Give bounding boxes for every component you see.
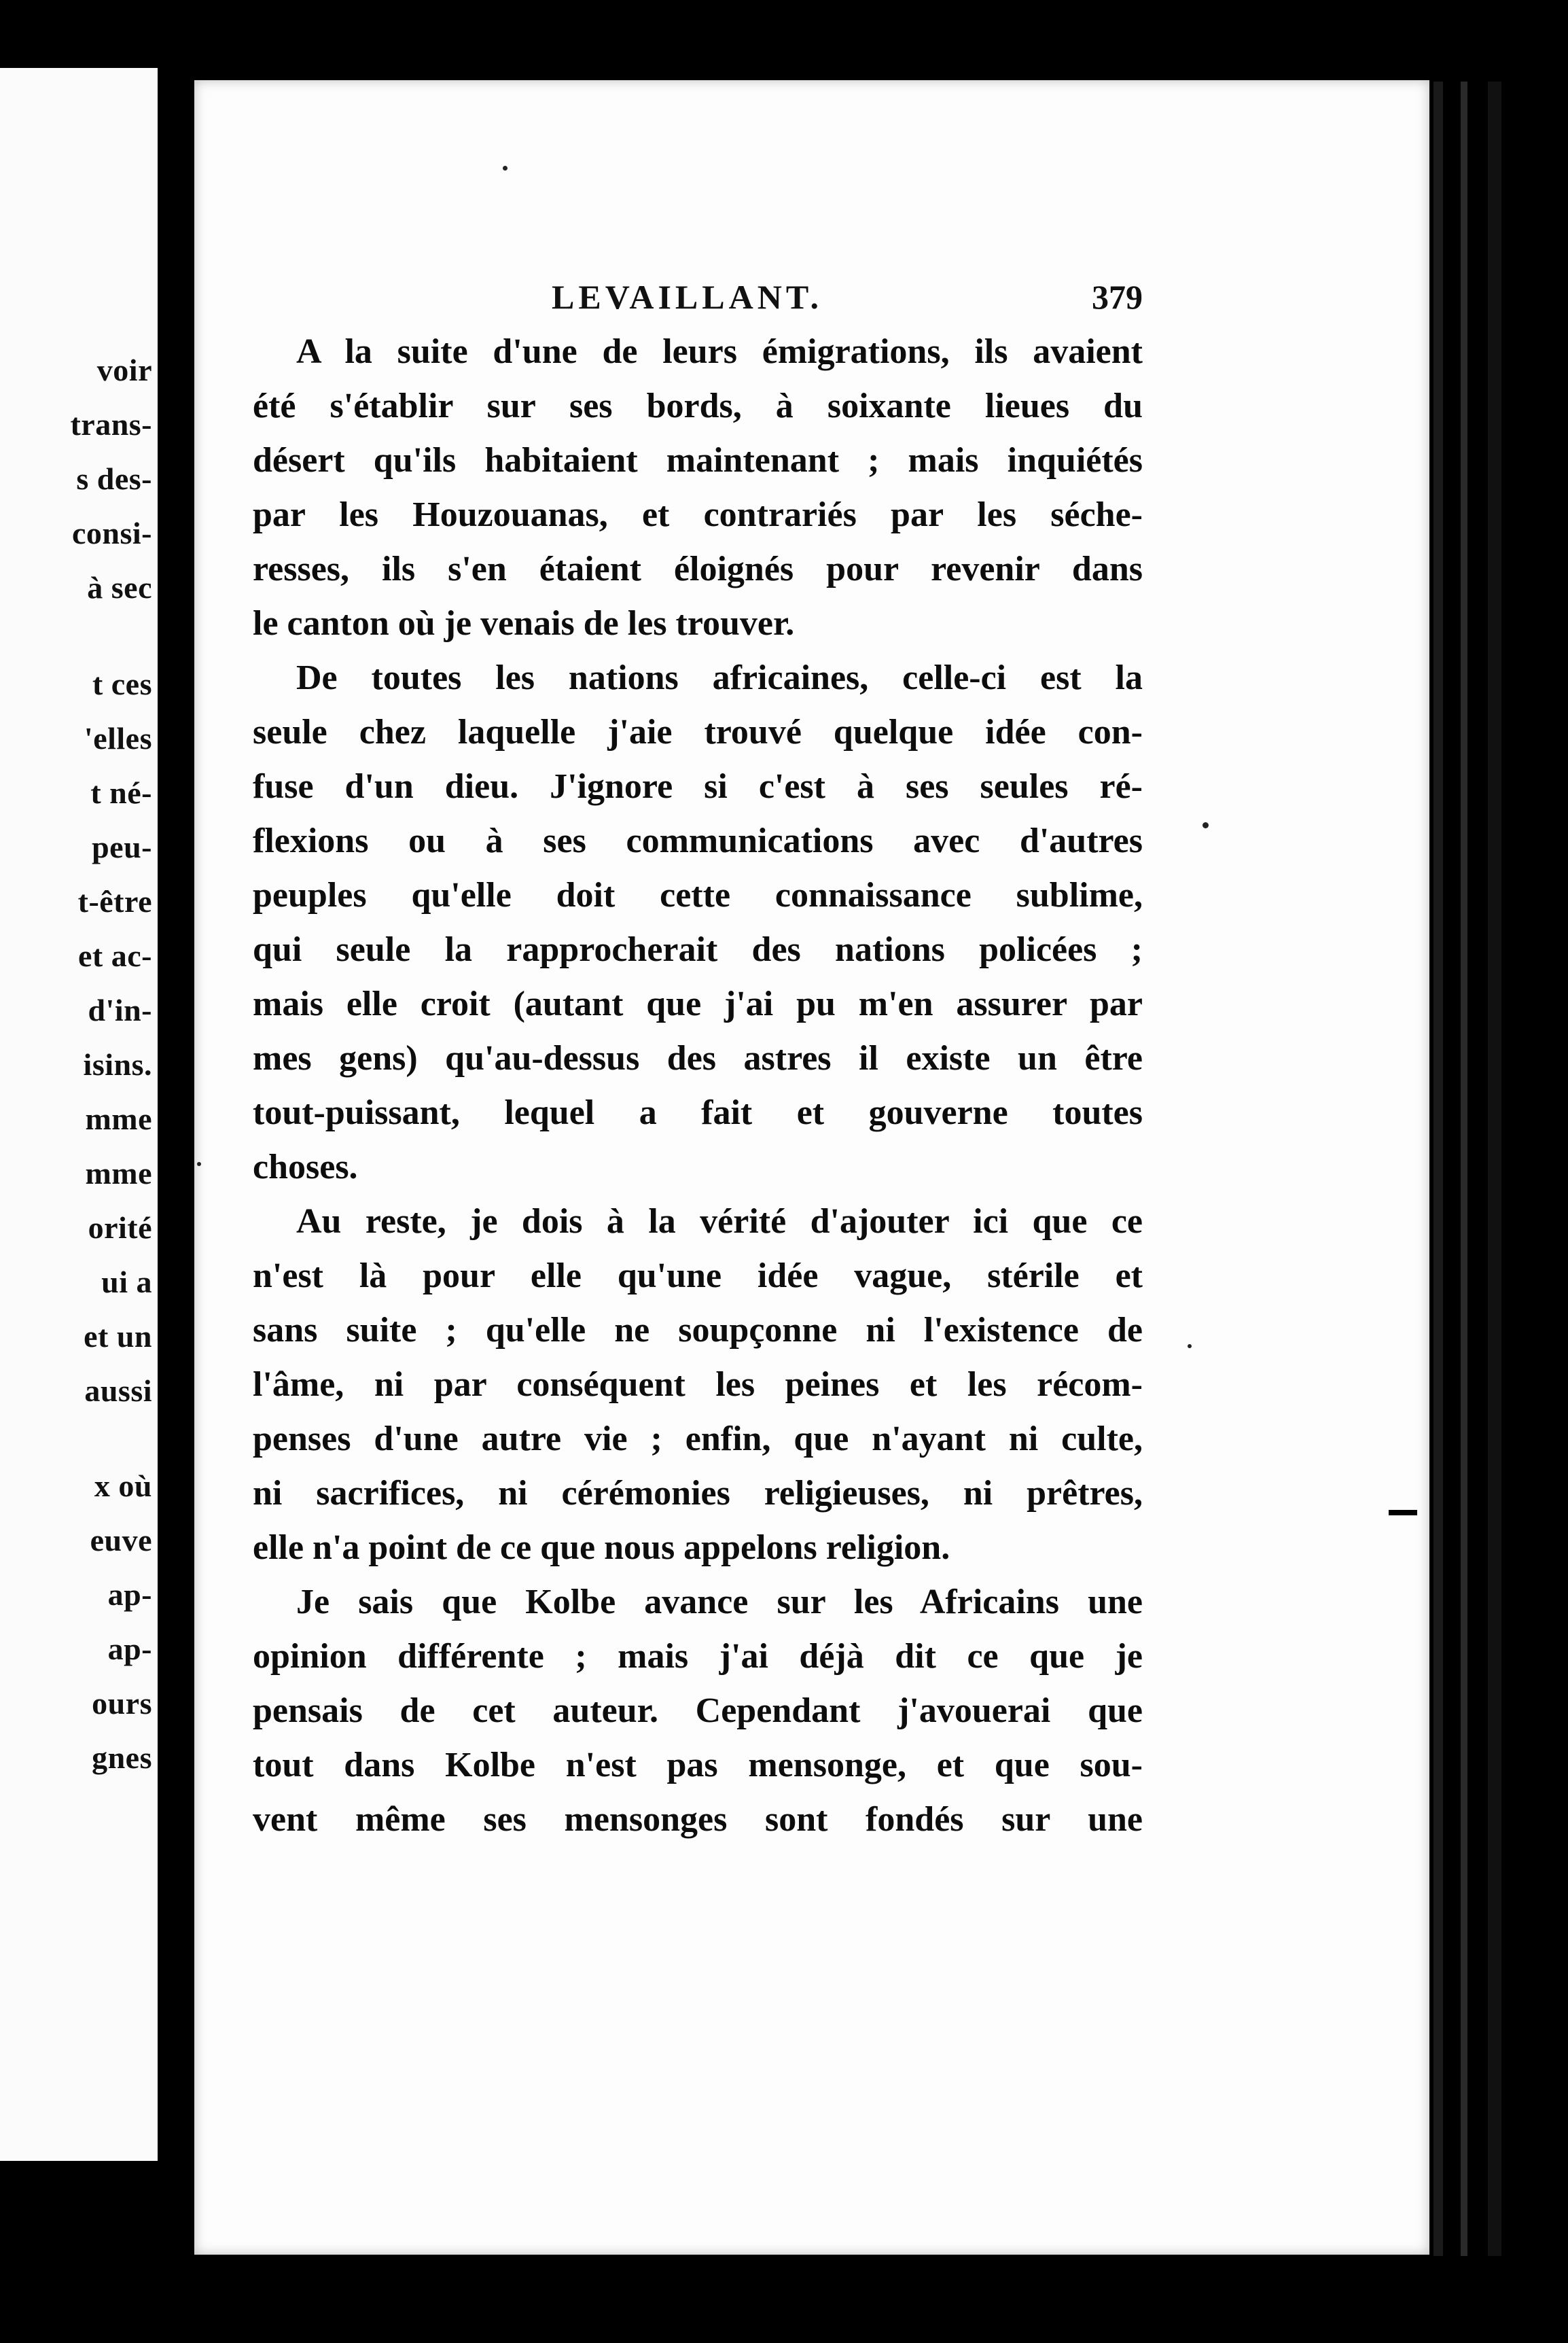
- left-page-line: mme: [85, 1102, 152, 1136]
- left-page-line: t-être: [77, 884, 152, 919]
- text-line: A la suite d'une de leurs émigrations, ils avaient: [296, 332, 1143, 371]
- text-line: vent même ses mensonges sont fondés sur une: [253, 1800, 1143, 1839]
- text-line: ni sacrifices, ni cérémonies religieuses, ni prêtres,: [253, 1474, 1143, 1513]
- left-page-line: et un: [84, 1319, 152, 1354]
- left-page-line: ours: [92, 1686, 152, 1721]
- left-page-line: aussi: [84, 1373, 152, 1408]
- text-line: l'âme, ni par conséquent les peines et les récom-: [253, 1365, 1143, 1404]
- left-page-line: consi-: [72, 516, 152, 550]
- text-line: De toutes les nations africaines, celle-ci est la: [296, 658, 1143, 697]
- text-line: le canton où je venais de les trouver.: [253, 604, 795, 643]
- scan-speck: [1202, 822, 1209, 828]
- left-page-line: peu-: [92, 830, 152, 864]
- paragraph: [253, 325, 1143, 651]
- text-line: Au reste, je dois à la vérité d'ajouter ici que ce: [296, 1202, 1143, 1241]
- page-edge-strip: [1488, 82, 1501, 2256]
- text-line: seule chez laquelle j'aie trouvé quelque idée con-: [253, 713, 1143, 752]
- scan-speck: [197, 1162, 201, 1166]
- text-line: par les Houzouanas, et contrariés par les séche-: [253, 495, 1143, 534]
- left-page-line: isins.: [83, 1047, 152, 1082]
- left-page-line: 'elles: [84, 721, 152, 756]
- text-line: fuse d'un dieu. J'ignore si c'est à ses seules ré-: [253, 767, 1143, 806]
- text-line: tout-puissant, lequel a fait et gouverne toutes: [253, 1093, 1143, 1132]
- text-line: été s'établir sur ses bords, à soixante lieues du: [253, 387, 1143, 425]
- scan-speck: [1188, 1344, 1192, 1348]
- left-page-line: trans-: [70, 407, 152, 442]
- text-line: mes gens) qu'au-dessus des astres il existe un être: [253, 1039, 1143, 1078]
- left-page-line: x où: [94, 1468, 152, 1503]
- body-text: [253, 325, 1143, 1847]
- page-edge-strip: [1433, 82, 1443, 2256]
- text-line: resses, ils s'en étaient éloignés pour revenir dans: [253, 550, 1143, 588]
- left-page-line: t ces: [92, 667, 152, 701]
- left-page-line: à sec: [87, 570, 152, 605]
- left-page-line: orité: [88, 1210, 152, 1245]
- page-edge-strip: [1461, 82, 1467, 2256]
- left-page-line: voir: [96, 353, 152, 387]
- text-line: opinion différente ; mais j'ai déjà dit ce que je: [253, 1637, 1143, 1676]
- running-title: LEVAILLANT.: [552, 278, 823, 316]
- text-line: tout dans Kolbe n'est pas mensonge, et que sou-: [253, 1746, 1143, 1784]
- left-page-line: d'in-: [88, 993, 152, 1027]
- scan-speck: [503, 166, 507, 171]
- text-line: qui seule la rapprocherait des nations policées ;: [253, 930, 1143, 969]
- text-line: sans suite ; qu'elle ne soupçonne ni l'existence de: [253, 1311, 1143, 1350]
- page-number: 379: [1092, 278, 1143, 316]
- running-head: [253, 277, 1143, 325]
- paragraph: [253, 1575, 1143, 1847]
- left-page-line: t né-: [90, 775, 152, 810]
- left-page-line: ap-: [107, 1577, 152, 1612]
- text-line: elle n'a point de ce que nous appelons religion.: [253, 1528, 950, 1567]
- left-facing-page: [0, 68, 158, 2161]
- edge-mark: [1389, 1510, 1417, 1515]
- text-line: choses.: [253, 1148, 358, 1186]
- text-line: mais elle croit (autant que j'ai pu m'en assurer par: [253, 985, 1143, 1023]
- paragraph: [253, 651, 1143, 1195]
- text-line: peuples qu'elle doit cette connaissance sublime,: [253, 876, 1143, 915]
- left-page-line: s des-: [76, 461, 152, 496]
- text-line: flexions ou à ses communications avec d'autres: [253, 822, 1143, 860]
- text-line: désert qu'ils habitaient maintenant ; mais inquiétés: [253, 441, 1143, 480]
- text-line: penses d'une autre vie ; enfin, que n'ayant ni culte,: [253, 1420, 1143, 1458]
- left-page-line: gnes: [92, 1740, 152, 1775]
- paragraph: [253, 1195, 1143, 1575]
- left-page-line: mme: [85, 1156, 152, 1191]
- left-page-line: euve: [90, 1523, 152, 1557]
- text-line: n'est là pour elle qu'une idée vague, stérile et: [253, 1256, 1143, 1295]
- text-line: pensais de cet auteur. Cependant j'avouerai que: [253, 1691, 1143, 1730]
- text-line: Je sais que Kolbe avance sur les Africains une: [296, 1583, 1143, 1621]
- left-page-line: ui a: [101, 1265, 152, 1299]
- left-page-line: ap-: [107, 1632, 152, 1666]
- left-page-line: et ac-: [78, 938, 152, 973]
